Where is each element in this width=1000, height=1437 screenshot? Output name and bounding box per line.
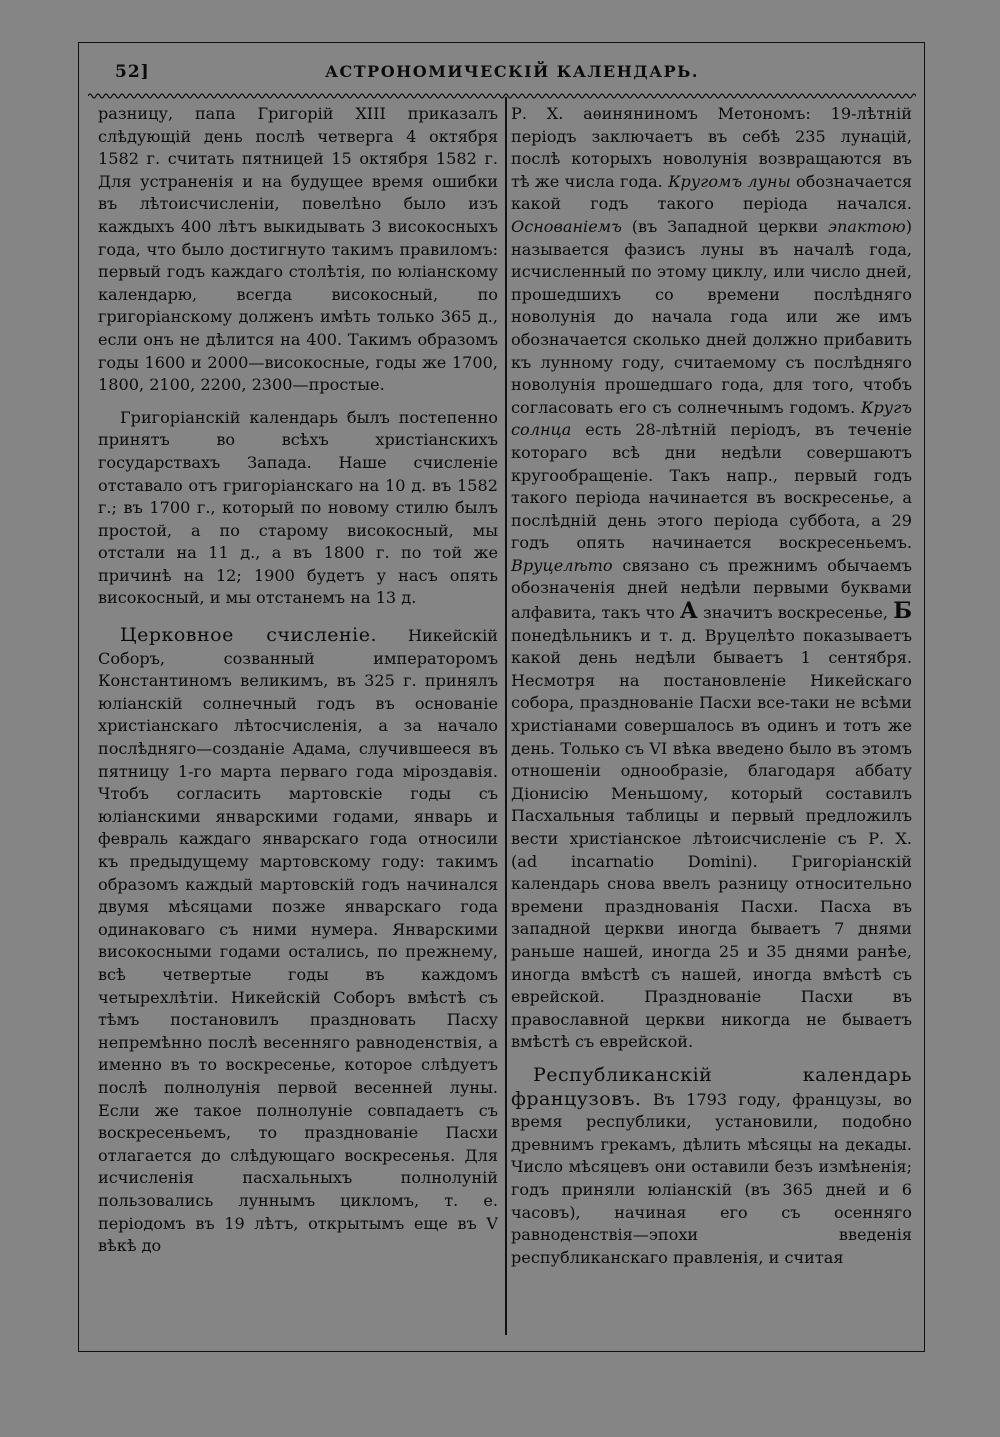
- paragraph-cycles: Р. Х. аѳиняниномъ Метономъ: 19-лѣтній періодъ заключаетъ въ себѣ 235 лунацій, послѣ которыхъ новолунія возвращаются въ тѣ же числа года. Кругомъ луны обозначается какой годъ такого періода начался. Основаніемъ (въ Западной церкви эпактою) называется фазисъ луны въ началѣ года, исчисленный по этому циклу, или число дней, прошедшихъ со времени послѣдняго новолунія до начала года или же имъ обозначается сколько дней должно прибавить къ лунному году, считаемому съ послѣдняго новолунія прошедшаго года, для того, чтобъ согласовать его съ солнечнымъ годомъ. Кругъ солнца есть 28-лѣтній періодъ, въ теченіе котораго всѣ дни недѣли совершаютъ кругообращеніе. Такъ напр., первый годъ такого періода начинается въ воскресенье, а послѣдній день этого періода суббота, а 29 годъ опять начинается воскресеньемъ. Вруцелѣто связано съ прежнимъ обычаемъ обозначенія дней недѣли первыми буквами алфавита, такъ что А значитъ воскресенье, Б понедѣльникъ и т. д. Вруцелѣто показываетъ какой день недѣли бываетъ 1 сентября. Несмотря на постановленіе Никейскаго собора, празднованіе Пасхи все-таки не всѣми христіанами совершалось въ одинъ и тотъ же день. Только съ VI вѣка введено было въ этомъ отношеніи однообразіе, благодаря аббату Діонисію Меньшому, который составилъ Пасхальныя таблицы и первый предложилъ вести христіанское лѣтоисчисленіе съ Р. Х. (ad incarnatio Domini). Григоріанскій календарь снова ввелъ разницу относительно времени празднованія Пасхи. Пасха въ западной церкви иногда бываетъ 7 днями раньше нашей, иногда 25 и 35 днями ранѣе, иногда вмѣстѣ съ нашей, иногда вмѣстѣ съ еврейской. Празднованіе Пасхи въ православной церкви никогда не бываетъ вмѣстѣ съ еврейской.: [511, 104, 912, 1052]
- slavonic-letter-buki: Б: [893, 598, 912, 625]
- column-divider: [505, 97, 507, 1335]
- term-vrutseleto: Вруцелѣто: [511, 555, 613, 575]
- left-column: [98, 103, 498, 1343]
- section-heading-republican-calendar: Республиканскій календарь французовъ.: [511, 1063, 912, 1110]
- paragraph-republican-calendar: Республиканскій календарь французовъ. Въ 1793 году, французы, во время республики, установили, подобно древнимъ грекамъ, дѣлить мѣсяцы на декады. Число мѣсяцевъ они оставили безъ измѣненія; годъ приняли юліанскій (въ 365 дней и 6 часовъ), начиная его съ осенняго равноденствія—эпохи введенія республиканскаго правленія, и считая: [511, 1063, 912, 1267]
- slavonic-letter-az: А: [679, 598, 698, 625]
- section-heading-church-reckoning: Церковное счисленіе.: [120, 624, 378, 647]
- term-solar-cycle: Кругъ солнца: [511, 397, 912, 440]
- page-number: 52]: [115, 62, 150, 82]
- running-title: АСТРОНОМИЧЕСКІЙ КАЛЕНДАРЬ.: [325, 62, 699, 81]
- term-basis: Основаніемъ: [511, 216, 622, 236]
- paragraph-gregorian-adoption: Григоріанскій календарь былъ постепенно принятъ во всѣхъ христіанскихъ государствахъ Запада. Наше счисленіе отставало отъ григоріанскаго на 10 д. въ 1582 г.; въ 1700 г., который по новому стилю былъ простой, а по старому високосный, мы отстали на 11 д., а въ 1800 г. по той же причинѣ на 12; 1900 будетъ у насъ опять високосный, и мы отстанемъ на 13 д.: [98, 407, 498, 608]
- paragraph-calendar-reform: разницу, папа Григорій XIII приказалъ слѣдующій день послѣ четверга 4 октября 1582 г. считать пятницей 15 октября 1582 г. Для устраненія и на будущее время ошибки въ лѣтоисчисленіи, повелѣно было изъ каждыхъ 400 лѣтъ выкидывать 3 високосныхъ года, что было достигнуто такимъ правиломъ: первый годъ каждаго столѣтія, по юліанскому календарю, всегда високосный, по григоріанскому долженъ имѣть только 365 д., если онъ не дѣлится на 400. Такимъ образомъ годы 1600 и 2000—високосные, годы же 1700, 1800, 2100, 2200, 2300—простые.: [98, 104, 498, 395]
- term-epact: эпактою: [828, 216, 906, 236]
- term-lunar-cycle: Кругомъ луны: [668, 171, 791, 191]
- paragraph-church-reckoning: Церковное счисленіе. Никейскій Соборъ, созванный императоромъ Константиномъ великимъ, въ 325 г. принялъ юліанскій солнечный годъ въ основаніе христіанскаго лѣтосчисленія, а за начало послѣдняго—созданіе Адама, случившееся въ пятницу 1-го марта перваго года міроздавія. Чтобъ согласить мартовскіе годы съ юліанскими январскими годами, январь и февраль каждаго январскаго года относили къ предыдущему мартовскому году: такимъ образомъ каждый мартовскій годъ начинался двумя мѣсяцами позже январскаго года одинаковаго съ ними нумера. Январскими високосными годами остались, по прежнему, всѣ четвертые годы въ каждомъ четырехлѣтіи. Никейскій Соборъ вмѣстѣ съ тѣмъ постановилъ праздновать Пасху непремѣнно послѣ весенняго равноденствія, а именно въ то воскресенье, которое слѣдуетъ послѣ полнолунія первой весенней луны. Если же такое полнолуніе совпадаетъ съ воскресеньемъ, то празднованіе Пасхи отлагается до слѣдующаго воскресенья. Для исчисленія пасхальныхъ полнолуній пользовались луннымъ цикломъ, т. е. періодомъ въ 19 лѣтъ, открытымъ еще въ V вѣкѣ до: [98, 624, 498, 1256]
- right-column: [511, 103, 912, 1343]
- page-header: [115, 62, 915, 92]
- header-wavy-rule: [88, 90, 916, 102]
